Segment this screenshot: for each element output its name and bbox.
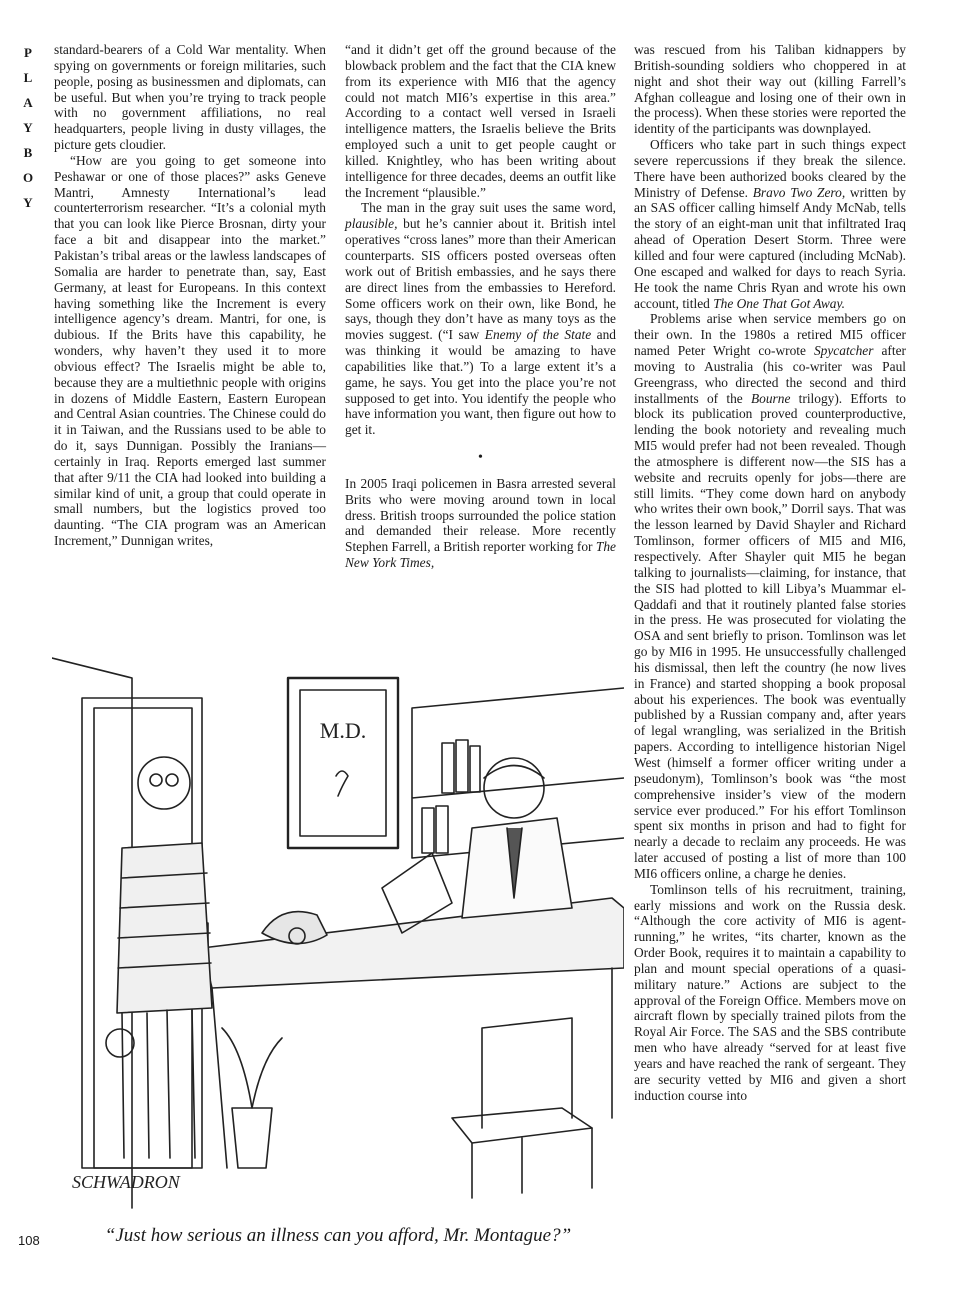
magazine-letter: Y xyxy=(23,120,33,135)
paragraph xyxy=(634,137,906,311)
patient-hat xyxy=(106,1029,134,1057)
italic-title: Bourne xyxy=(750,390,791,406)
patient-sweater xyxy=(117,843,212,1013)
patient-head xyxy=(138,757,190,809)
paragraph xyxy=(634,311,906,881)
paragraph: was rescued from his Taliban kidnappers by British-sounding soldiers who choppered in at night and shot their way out (killing Farrell’s Afghan colleague and losing one of their own in the process). When these stories were reported the identity of the participants was downplayed. xyxy=(634,42,906,137)
plant-pot xyxy=(232,1108,272,1168)
section-break-bullet: • xyxy=(478,450,483,466)
paragraph: Tomlinson tells of his recruitment, training, early missions and work on the Russia desk. “Although the core activity of MI6 is agent-running,” he writes, “its charter, known as the Order Book, requires it to maintain a capability to plan and mount special operations of a quasi-military nature.” Actions are subject to the approval of the Foreign Office. Members move on aircraft flown by specially trained pilots from the Royal Air Force. The SAS and the SBS contribute men who have already “served for at least five years and have reached the rank of sergeant. They are security vetted by MI6 and given a short induction course into xyxy=(634,881,906,1103)
text-column-2 xyxy=(345,42,616,571)
diploma-inner xyxy=(300,690,386,836)
paragraph: “and it didn’t get off the ground because of the blowback problem and the fact that the CIA knew from its experience with MI6 that the agency could not match MI6’s expertise in this area.” According to a contact well versed in Israeli intelligence matters, the Israelis believe the Brits employed such a unit to get people caught or killed. Knightley, who has been writing about intelligence for three decades, deems an outfit like the Increment “plausible.” xyxy=(345,42,616,200)
diploma-frame xyxy=(288,678,398,848)
magazine-letter: L xyxy=(23,70,33,85)
book xyxy=(422,808,434,853)
cartoon-illustration xyxy=(52,648,624,1220)
chair-legs xyxy=(472,1128,592,1198)
desk-top xyxy=(202,898,624,988)
text-run: Problems arise when service members go on their own. In the 1980s a retired MI5 officer named Peter Wright co-wrote xyxy=(634,311,906,359)
desk-legs xyxy=(212,968,612,1168)
patient-glasses xyxy=(166,774,178,786)
artist-signature: SCHWADRON xyxy=(72,1172,180,1192)
diploma-text: M.D. xyxy=(319,718,367,743)
text-column-3 xyxy=(634,42,906,1104)
patient-glasses xyxy=(150,774,162,786)
paragraph xyxy=(345,476,616,571)
text-run: In 2005 Iraqi policemen in Basra arrested several Brits who were moving around town in local dress. British troops surrounded the police station and demanded their release. More recently Stephen Farrell, a British reporter working for xyxy=(345,475,616,555)
magazine-letter: Y xyxy=(23,195,33,210)
text-run: and was thinking it would be amazing to have capabilities like that.”) To a large extent it’s a game, he says. You get into the place you’re not supposed to get into. You identify the people who have information you want, then figure out how to get it. xyxy=(345,327,616,438)
italic-title: The New York Times, xyxy=(345,539,616,571)
magazine-letter: P xyxy=(24,45,32,60)
chair xyxy=(452,1018,592,1143)
book xyxy=(436,806,448,853)
page-number: 108 xyxy=(18,1233,40,1248)
text-run: trilogy). Efforts to block its publication proved counterproductive, lending the book notoriety and revealing much MI5 would prefer had not been revealed. Though the atmosphere is different now—the SIS has a website and recruits openly for jobs—there are still limits. “They come down hard on anybody who writes their own book,” Dorril says. That was the lesson learned by David Shayler and Richard Tomlinson, former officers of MI5 and MI6, respectively. After Shayler quit MI5 he began talking to journalists—claiming, for instance, that the SIS had plotted to kill Libya’s Muammar el-Qaddafi and that it routinely planted false stories in the press. He was prosecuted for violating the OSA and sent briefly to prison. Tomlinson was let go by MI6 in 1995. He unsuccessfully challenged his dismissal, then left the country (he now lives in France) and started shopping a book proposal about his experiences. The book was eventually published by a Russian company and, after years of legal wrangling, was serialized in the British papers. According to intelligence historian Nigel West (himself a former officer writing under a pseudonym), Tomlinson’s book was “the most comprehensive insider’s view of the modern service ever produced.” For his effort Tomlinson spent six months in prison and had to fight for nearly a decade to reclaim any proceeds. He was later accused of posting a list of more than 100 MI6 officers online, a charge he denies. xyxy=(634,390,906,881)
paragraph: “How are you going to get someone into Peshawar or one of those places?” asks Geneve Mantri, Amnesty International’s lead counterterrorism researcher. “It’s a colonial myth that you can look like Pierce Brosnan, dirty your face a bit and disappear into the market.” Pakistan’s tribal areas or the lawless landscapes of Somalia are harder to penetrate than, say, East Germany, at least for Europeans. In this context having something like the Increment is every intelligence agency’s dream. Mantri, for one, is dubious. If the Brits have this capability, he wonders, why haven’t they used it to more obvious effect? The Israelis might be able to, because they are a multiethnic people with origins in dozens of Middle Eastern, Eastern European and Central Asian countries. The Chinese could do it in Taiwan, and the Russians used to be able to do it, says Dunnigan. Possibly the Iranians—certainly in Iraq. Reports emerged last summer that after 9/11 the CIA had looked into building a similar kind of unit, a group that could operate in small numbers, but the logistics proved too daunting. “The CIA program was an American Increment,” Dunnigan writes, xyxy=(54,152,326,549)
text-run: Officers who take part in such things expect severe repercussions if they break the silence. There have been authorized books cleared by the Ministry of Defense. xyxy=(634,137,906,200)
text-run: The man in the gray suit uses the same word, xyxy=(361,200,616,216)
italic-title: Bravo Two Zero, xyxy=(752,184,846,200)
paragraph: standard-bearers of a Cold War mentality. When spying on governments or foreign militaries, such people, posing as businessmen and diplomats, can be useful. But when you’re trying to track people with no government affiliations, no real headquarters, people living in dusty villages, the picture gets cloudier. xyxy=(54,42,326,153)
paragraph xyxy=(345,200,616,438)
magazine-letter: O xyxy=(22,170,34,185)
magazine-letter: A xyxy=(23,95,33,110)
telephone xyxy=(262,912,327,944)
book xyxy=(456,740,468,792)
text-run: written by an SAS officer calling himself Andy McNab, tells the story of an eight-man unit that infiltrated Iraq ahead of Operation Desert Storm. Three were killed and four were captured (including McNab). One escaped and walked for days to reach Syria. He took the name Chris Ryan and wrote his own account, titled xyxy=(634,184,906,311)
italic-title: Spycatcher xyxy=(813,343,874,359)
magazine-letter: B xyxy=(23,145,33,160)
italic-title: The One That Got Away. xyxy=(713,295,846,311)
patient-trousers xyxy=(122,1010,195,1158)
book xyxy=(470,746,480,792)
text-run: but he’s cannier about it. British intel operatives “cross lanes” more than their American counterparts. SIS officers posted overseas often work out of British embassies, and he says there are direct lines from the embassies to Hereford. Some officers work on their own, like Bond, he says, though they don’t have as many toys as the movies suggest. (“I saw xyxy=(345,216,616,343)
magazine-name-vertical xyxy=(18,40,38,215)
cartoon-caption: “Just how serious an illness can you afford, Mr. Montague?” xyxy=(104,1225,572,1246)
diploma-seal xyxy=(336,771,348,796)
book xyxy=(442,743,454,793)
italic-text: plausible, xyxy=(345,216,398,232)
plant xyxy=(222,1028,282,1108)
text-run: after moving to Australia (his co-writer was Paul Greengrass, who directed the second and third installments of the xyxy=(634,343,906,406)
text-column-1 xyxy=(54,42,326,549)
italic-title: Enemy of the State xyxy=(484,327,592,343)
